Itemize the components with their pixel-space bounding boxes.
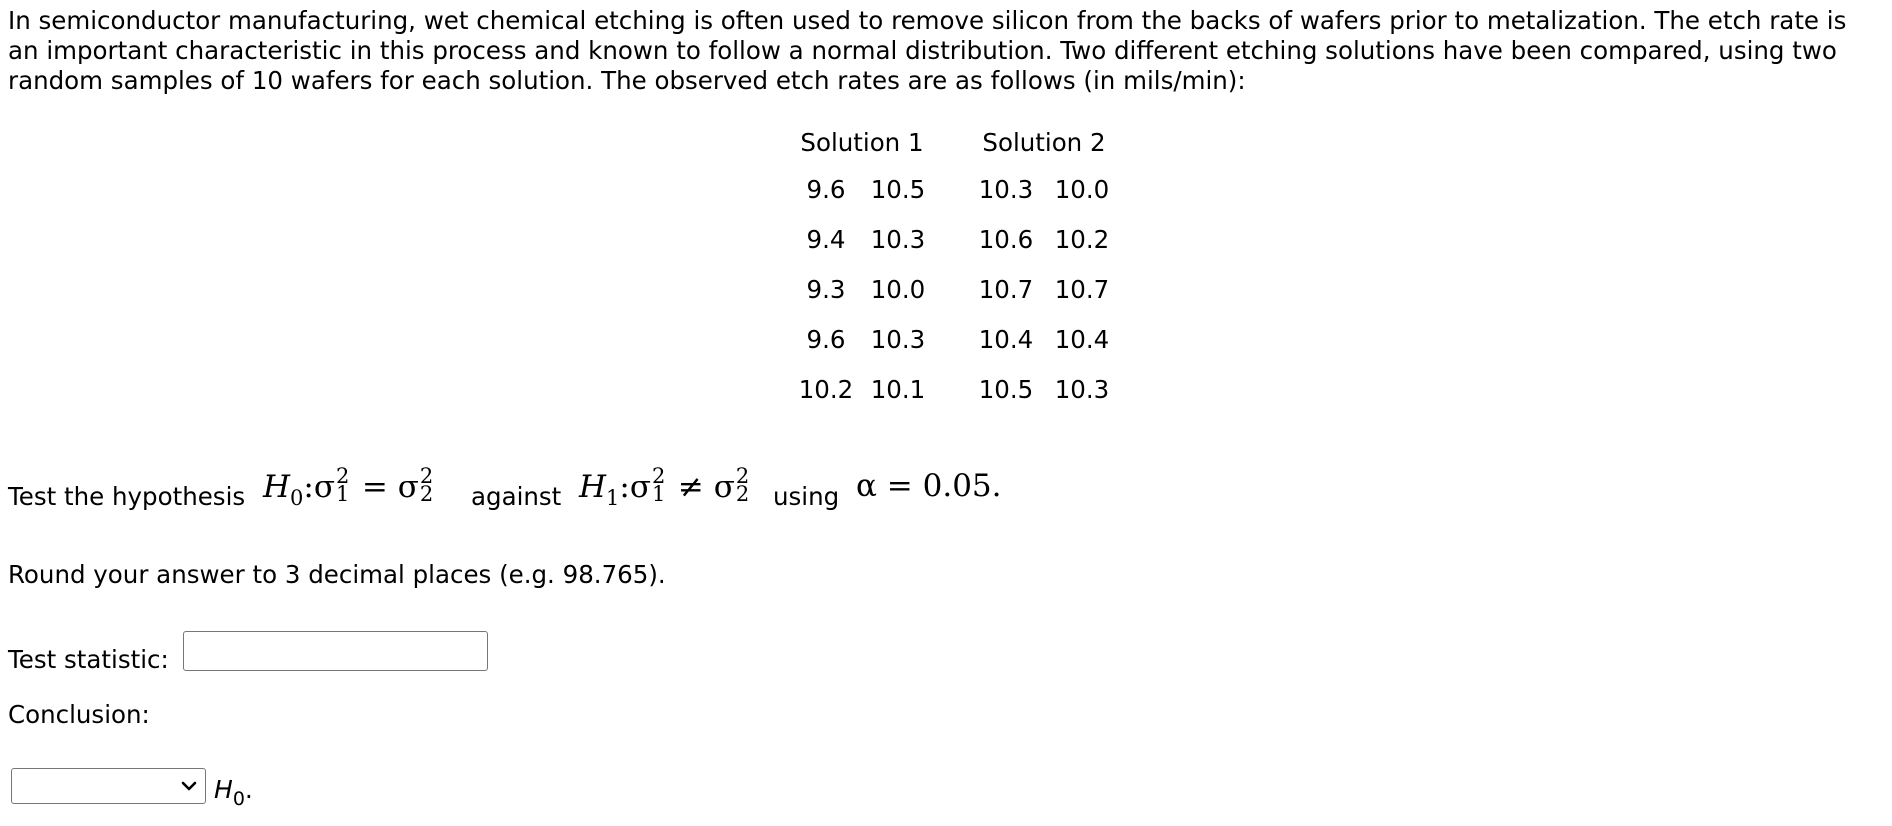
table-cell: 10.7 xyxy=(978,274,1034,304)
null-hypothesis: $H_0:\sigma$ 2 1 = σ 2 2 xyxy=(263,463,434,510)
table-cell: 10.7 xyxy=(1054,274,1110,304)
table-cell: 9.6 xyxy=(806,174,846,204)
table-cell: 10.0 xyxy=(870,274,926,304)
test-statistic-input[interactable] xyxy=(183,631,488,671)
table-row xyxy=(790,314,1120,364)
table-cell: 10.3 xyxy=(978,174,1034,204)
table-cell: 10.1 xyxy=(870,374,926,404)
table-cell: 10.4 xyxy=(1054,324,1110,354)
rounding-instruction: Round your answer to 3 decimal places (e.g. 98.765). xyxy=(8,560,666,589)
table-cell: 9.3 xyxy=(806,274,846,304)
header-solution-1: Solution 1 xyxy=(800,128,924,157)
table-row xyxy=(790,214,1120,264)
conclusion-select[interactable] xyxy=(11,768,206,804)
conclusion-h0: $H_0$. xyxy=(214,775,253,810)
table-row xyxy=(790,164,1120,214)
alternative-hypothesis: $H_1:\sigma$ 2 1 ≠ σ 2 2 xyxy=(579,463,750,510)
hypothesis-prefix: Test the hypothesis xyxy=(8,482,246,511)
table-cell: 10.5 xyxy=(978,374,1034,404)
table-cell: 10.6 xyxy=(978,224,1034,254)
table-cell: 9.6 xyxy=(806,324,846,354)
table-cell: 10.3 xyxy=(870,224,926,254)
table-cell: 10.2 xyxy=(798,374,854,404)
etch-rate-table xyxy=(790,128,1120,414)
table-cell: 10.3 xyxy=(870,324,926,354)
table-header-row xyxy=(790,128,1120,164)
chevron-down-icon xyxy=(181,778,197,794)
table-cell: 9.4 xyxy=(806,224,846,254)
hypothesis-against: against xyxy=(471,482,562,511)
table-cell: 10.5 xyxy=(870,174,926,204)
problem-intro: In semiconductor manufacturing, wet chemical etching is often used to remove silicon from the backs of wafers prior to metalization. The etch rate is an important characteristic in this process and known to follow a normal distribution. Two different etching solutions have been compared, using two random samples of 10 wafers for each solution. The observed etch rates are as follows (in mils/min): xyxy=(8,6,1847,95)
table-row xyxy=(790,264,1120,314)
test-statistic-label: Test statistic: xyxy=(8,645,169,674)
header-solution-2: Solution 2 xyxy=(982,128,1106,157)
table-row xyxy=(790,364,1120,414)
significance-level: α = 0.05. xyxy=(856,468,1002,504)
table-cell: 10.2 xyxy=(1054,224,1110,254)
conclusion-label: Conclusion: xyxy=(8,700,150,729)
table-cell: 10.3 xyxy=(1054,374,1110,404)
table-cell: 10.0 xyxy=(1054,174,1110,204)
hypothesis-using: using xyxy=(773,482,840,511)
table-cell: 10.4 xyxy=(978,324,1034,354)
